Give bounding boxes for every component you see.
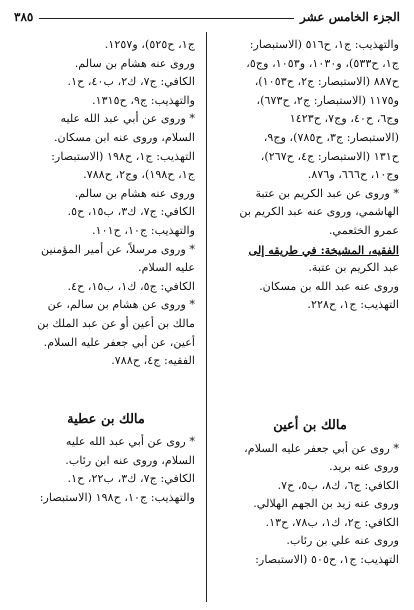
text-line: ج١، ح٥٢٥)، و١٢٥٧. [104, 38, 195, 51]
text-line: ج١، ح٥٣٣)، و١٠٣٠، و١٠٥٣، وج٥، [246, 56, 399, 70]
running-header [14, 8, 400, 26]
text-line: الفقيه، المشيخة: في طريقه إلى [248, 242, 399, 257]
text-line: والتهذيب: ج١، ح٥١٦ (الاستبصار: [249, 38, 399, 51]
text-line: * وروى عن هشام بن سالم، عن [47, 298, 195, 312]
running-title: الجزء الخامس عشر [300, 10, 400, 24]
text-line: وج٦، ح٤٠، وج٧، ح١٤٢٣ [289, 112, 399, 126]
text-line: و١١٧٥ (الاستبصار: ج٢، ح٦٧٣)، [256, 93, 399, 107]
text-line: وج١٠، ح٦٦٦، و٨٧٦. [307, 168, 399, 182]
text-line: الفقيه: ج٤، ح٧٨٨. [111, 354, 195, 368]
text-line: (الاستبصار: ج٣، ح٧٨٥)، وج٩، [263, 130, 399, 144]
text-line: التهذيب: ج١، ح١٩٨ (الاستبصار: [51, 149, 195, 163]
text-line: الهاشمي، وروى عنه عبد الكريم بن [239, 205, 399, 219]
text-line: الكافي: ج٥، ك١، ب١٥، ح٤. [67, 279, 195, 293]
text-line: والتهذيب: ج١٠، ح١٠١. [92, 223, 195, 237]
text-line: الكافي: ج٦، ك٨، ب٥، ح٧. [277, 478, 399, 492]
text-line: الكافي: ج٢، ك١، ب٧٨، ح١٣. [265, 515, 399, 529]
text-line: ج١، ح١٩٨)، وج٢، ح٧٨٨. [83, 168, 195, 182]
text-line: وروى عنه علي بن رئاب. [286, 534, 399, 548]
left-column [17, 36, 195, 508]
header-rule [39, 18, 294, 19]
text-line: التهذيب: ج١، ح٢٢٨. [307, 298, 399, 312]
blank-space [221, 315, 399, 407]
text-line: ح١٣١ (الاستبصار: ج٤، ح٢٦٧)، [260, 149, 399, 163]
text-line: والتهذيب: ج٩، ح١٣١٥. [92, 93, 195, 107]
text-line: * روى عن أبي عبد الله عليه [65, 435, 195, 449]
text-line: وروى عنه هشام بن سالم. [74, 186, 195, 200]
text-line: عليه السلام. [138, 261, 195, 275]
text-line: السلام، وروى عنه ابن مسكان. [53, 130, 195, 144]
text-line: أعين، عن أبي جعفر عليه السلام. [43, 335, 195, 349]
text-line: والتهذيب: ج١٠، ح١٩٨ (الاستبصار: [39, 491, 195, 505]
text-line: وروى عنه هشام بن سالم. [74, 56, 195, 70]
text-line: عبد الكريم بن عتبة. [308, 261, 399, 275]
text-line: وروى عنه بريد. [329, 460, 399, 474]
text-line: الكافي: ج٧، ك٣، ب١٥، ح٥. [67, 205, 195, 219]
text-line: عمرو الخثعمي. [328, 223, 399, 237]
column-divider [206, 32, 207, 602]
text-line: الكافي: ج٧، ك٢، ب٤٠، ح١. [67, 75, 195, 89]
text-line: * وروى عن أبي عبد الله عليه [60, 112, 195, 126]
blank-space [17, 371, 195, 401]
text-line: ح٨٨٧ (الاستبصار: ج٢، ح١٠٥٣)، [254, 75, 399, 89]
text-line: * وروى عن عبد الكريم بن عتبة [255, 186, 399, 200]
text-line: وروى عنه زيد بن الجهم الهلالي. [253, 497, 399, 511]
text-line: * وروى مرسلاً، عن أمير المؤمنين [40, 242, 195, 256]
text-line: وروى عنه عبد الله بن مسكان. [259, 279, 399, 293]
page-number: ٣٨٥ [14, 10, 34, 24]
text-line: مالك بن أعين أو عن عبد الملك بن [37, 316, 195, 330]
right-column [221, 36, 399, 570]
text-line: * روى عن أبي جعفر عليه السلام، [244, 441, 399, 455]
text-line: التهذيب: ج١، ح٥٠٥ (الاستبصار: [255, 553, 399, 567]
text-line: الكافي: ج٧، ك٣، ب٢٢، ح١. [67, 472, 195, 486]
section-title: مالك بن أعين [273, 417, 347, 433]
section-title: مالك بن عطية [67, 411, 145, 427]
text-line: السلام، وروى عنه ابن رئاب. [65, 453, 195, 467]
